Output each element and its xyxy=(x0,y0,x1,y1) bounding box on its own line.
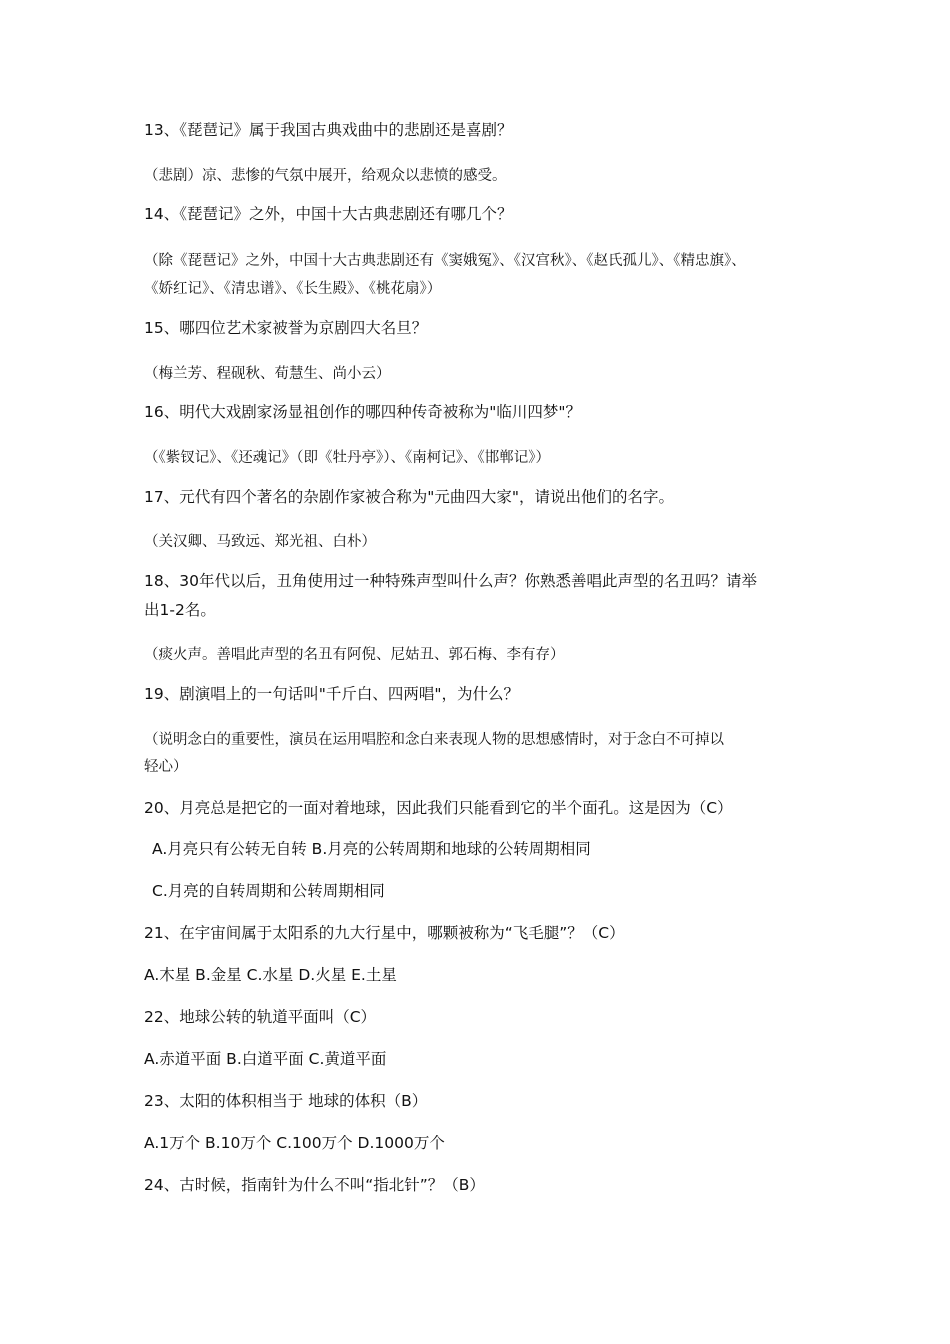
question-16: 16、明代大戏剧家汤显祖创作的哪四种传奇被称为"临川四梦"？ xyxy=(144,403,581,421)
question-15: 15、哪四位艺术家被誉为京剧四大名旦？ xyxy=(144,319,428,337)
options-23: A.1万个 B.10万个 C.100万个 D.1000万个 xyxy=(144,1134,445,1152)
question-24: 24、古时候，指南针为什么不叫“指北针”？（B） xyxy=(144,1176,485,1194)
answer-13: （悲剧）凉、悲惨的气氛中展开，给观众以悲愤的感受。 xyxy=(144,168,507,184)
answer-18: （痰火声。善唱此声型的名丑有阿倪、尼姑丑、郭石梅、李有存） xyxy=(144,647,565,663)
question-13: 13、《琵琶记》属于我国古典戏曲中的悲剧还是喜剧？ xyxy=(144,121,513,139)
options-22: A.赤道平面 B.白道平面 C.黄道平面 xyxy=(144,1050,387,1068)
question-18-line-2: 出1-2名。 xyxy=(144,601,216,619)
question-21: 21、在宇宙间属于太阳系的九大行星中，哪颗被称为“飞毛腿”？（C） xyxy=(144,924,625,942)
answer-14-line-2: 《娇红记》、《清忠谱》、《长生殿》、《桃花扇》） xyxy=(144,281,442,297)
answer-15: （梅兰芳、程砚秋、荀慧生、尚小云） xyxy=(144,366,391,382)
question-17: 17、元代有四个著名的杂剧作家被合称为"元曲四大家"，请说出他们的名字。 xyxy=(144,488,674,506)
answer-14-line-1: （除《琵琶记》之外，中国十大古典悲剧还有《窦娥冤》、《汉宫秋》、《赵氏孤儿》、《精忠旗》、 xyxy=(144,253,746,269)
question-23: 23、太阳的体积相当于 地球的体积（B） xyxy=(144,1092,428,1110)
question-20: 20、月亮总是把它的一面对着地球，因此我们只能看到它的半个面孔。这是因为（C） xyxy=(144,799,733,817)
question-19: 19、剧演唱上的一句话叫"千斤白、四两唱"，为什么？ xyxy=(144,685,519,703)
options-20-line-2: C.月亮的自转周期和公转周期相同 xyxy=(152,882,385,900)
question-14: 14、《琵琶记》之外，中国十大古典悲剧还有哪几个？ xyxy=(144,205,513,223)
options-20-line-1: A.月亮只有公转无自转 B.月亮的公转周期和地球的公转周期相同 xyxy=(152,840,591,858)
answer-17: （关汉卿、马致远、郑光祖、白朴） xyxy=(144,534,376,550)
question-22: 22、地球公转的轨道平面叫（C） xyxy=(144,1008,377,1026)
answer-19-line-1: （说明念白的重要性，演员在运用唱腔和念白来表现人物的思想感情时，对于念白不可掉以 xyxy=(144,732,724,748)
question-18-line-1: 18、30年代以后，丑角使用过一种特殊声型叫什么声？你熟悉善唱此声型的名丑吗？请举 xyxy=(144,572,757,590)
answer-19-line-2: 轻心） xyxy=(144,759,188,775)
answer-16: （《紫钗记》、《还魂记》（即《牡丹亭》）、《南柯记》、《邯郸记》） xyxy=(144,450,550,466)
options-21: A.木星 B.金星 C.水星 D.火星 E.土星 xyxy=(144,966,397,984)
